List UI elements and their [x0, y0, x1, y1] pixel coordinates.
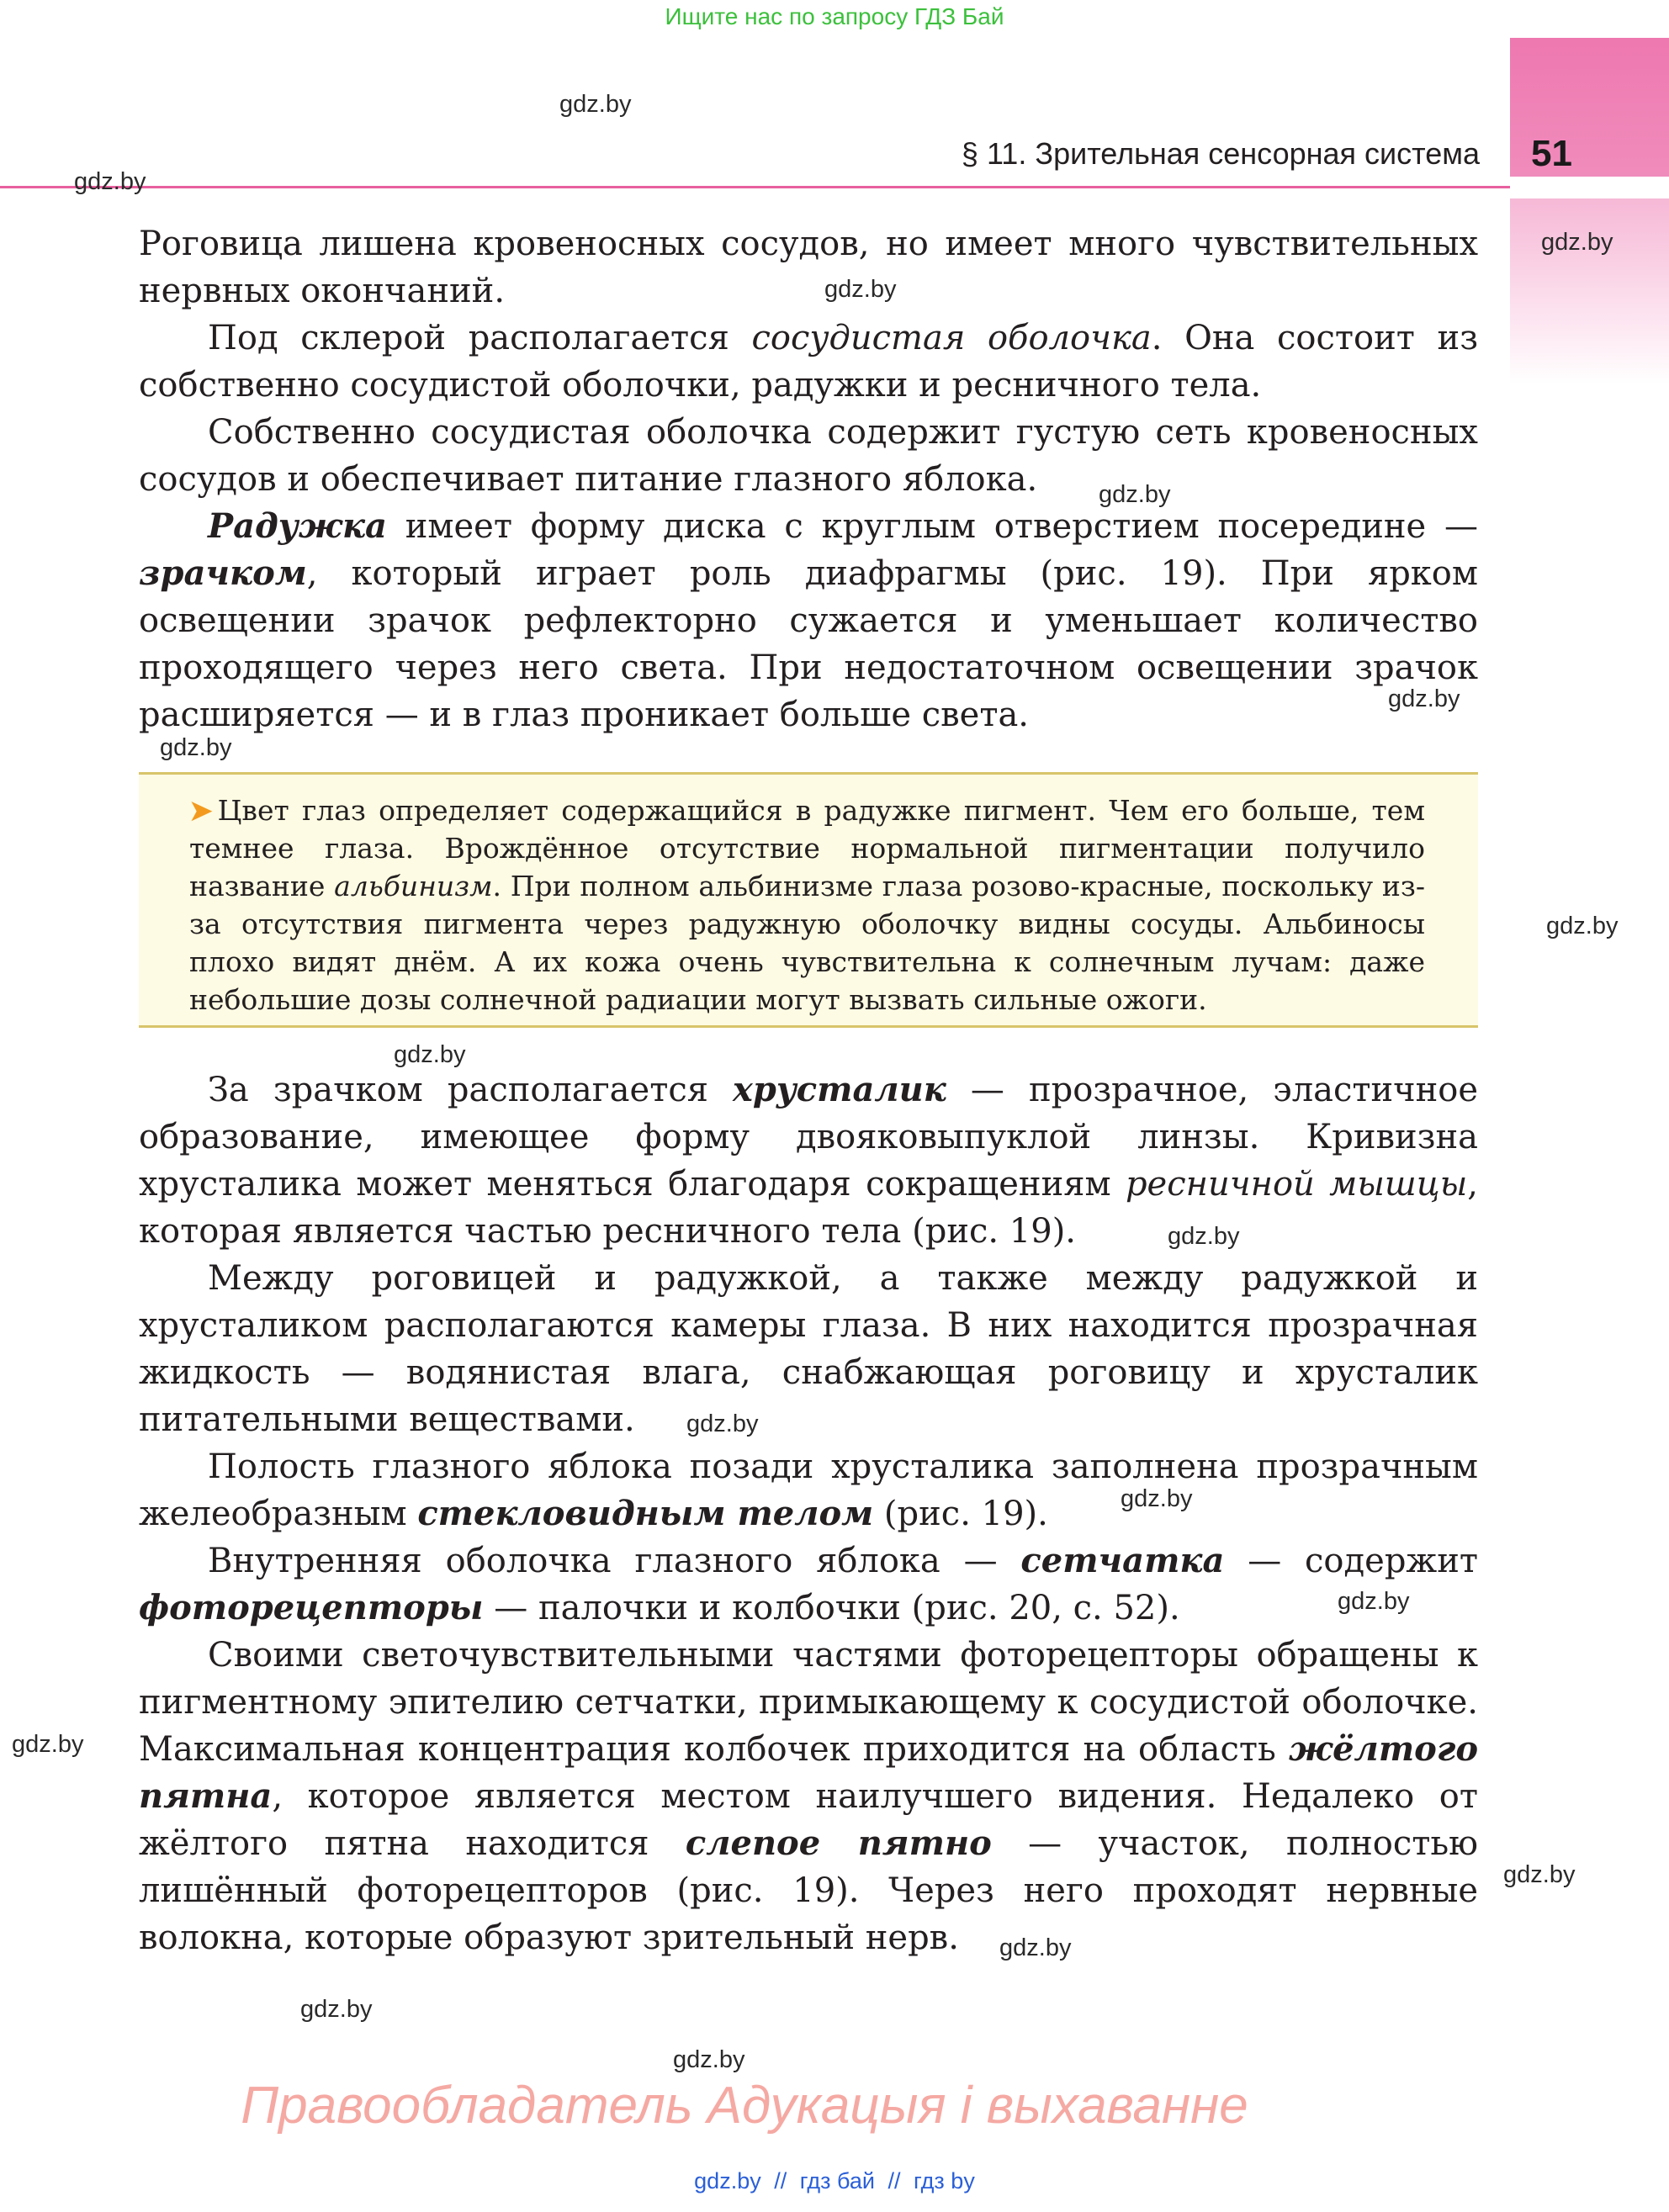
watermark: gdz.by — [12, 1731, 84, 1758]
footer-link-gdz-by[interactable]: гдз by — [914, 2168, 975, 2193]
note-text: ➤ Цвет глаз определяет содержащийся в радужке пигмент. Чем его больше, тем темнее глаза. Врождённое отсутствие нормальной пигментации получило название альбинизм. При полном альбинизме глаза розово-красные, поскольку из-за отсутствия пигмента через радужную оболочку видны сосуды. Альбиносы плохо видят днём. А их кожа очень чувствительна к солнечным лучам: даже небольшие дозы солнечной радиации могут вызвать сильные ожоги. — [189, 794, 1425, 1016]
watermark: gdz.by — [1099, 481, 1171, 508]
watermark: gdz.by — [300, 1996, 373, 2023]
paragraph: Своими светочувствительными частями фоторецепторы обращены к пигментному эпителию сетчатки, примыкающему к сосудистой оболочке. Максимальная концентрация колбочек приходится на область жёлтого пятна, которое является местом наилучшего видения. Недалеко от жёлтого пятна находится слепое пятно — участок, полностью лишённый фоторецепторов (рис. 19). Через него проходят нервные волокна, которые образуют зрительный нерв. — [139, 1636, 1478, 1957]
watermark: gdz.by — [673, 2046, 745, 2073]
footer-separator: // — [774, 2168, 787, 2193]
paragraph: Радужка имеет форму диска с круглым отверстием посередине — зрачком, который играет роль диафрагмы (рис. 19). При ярком освещении зрачок рефлекторно сужается и уменьшает количество проходящего через него света. При недостаточном освещении зрачок расширяется — и в глаз проникает больше света. — [139, 506, 1478, 734]
watermark: gdz.by — [1503, 1861, 1576, 1888]
term-bold: стекловидным телом — [417, 1494, 874, 1533]
watermark: gdz.by — [1546, 913, 1619, 939]
term-bold: сетчатка — [1020, 1541, 1225, 1580]
watermark: gdz.by — [1338, 1588, 1410, 1615]
arrow-marker-icon: ➤ — [189, 794, 213, 827]
footer-link-gdz[interactable]: gdz.by — [694, 2168, 761, 2193]
watermark: gdz.by — [1168, 1223, 1240, 1250]
body-text-top — [139, 220, 1478, 738]
watermark: gdz.by — [1121, 1485, 1193, 1512]
body-text-bottom — [139, 1066, 1478, 1961]
term-bold: хрусталик — [733, 1070, 946, 1109]
page-tab-gradient — [1510, 198, 1669, 384]
term-bold: жёлтого пятна — [139, 1729, 1478, 1816]
top-search-link[interactable]: Ищите нас по запросу ГДЗ Бай — [665, 3, 1004, 29]
section-title: § 11. Зрительная сенсорная система — [961, 136, 1480, 171]
term-italic: альбинизм — [334, 870, 493, 902]
term-italic: сосудистая оболочка — [751, 319, 1152, 357]
term-bold: Радужка — [208, 506, 387, 546]
watermark: gdz.by — [1388, 685, 1460, 712]
paragraph: Между роговицей и радужкой, а также между радужкой и хрусталиком располагаются камеры глаза. В них находится прозрачная жидкость — водянистая влага, снабжающая роговицу и хрусталик питательными веществами. — [139, 1259, 1478, 1439]
paragraph: Внутренняя оболочка глазного яблока — сетчатка — содержит фоторецепторы — палочки и колбочки (рис. 20, с. 52). — [139, 1541, 1479, 1627]
footer-link-gdz-bai[interactable]: гдз бай — [799, 2168, 875, 2193]
page-number: 51 — [1531, 133, 1572, 174]
paragraph: За зрачком располагается хрусталик — прозрачное, эластичное образование, имеющее форму двояковыпуклой линзы. Кривизна хрусталика может меняться благодаря сокращениям ресничной мышцы, которая является частью ресничного тела (рис. 19). — [139, 1070, 1478, 1251]
paragraph: Роговица лишена кровеносных сосудов, но имеет много чувствительных нервных окончаний. — [139, 225, 1478, 310]
watermark: gdz.by — [559, 91, 632, 118]
paragraph: Собственно сосудистая оболочка содержит густую сеть кровеносных сосудов и обеспечивает питание глазного яблока. — [139, 413, 1478, 499]
watermark: gdz.by — [74, 168, 146, 195]
term-italic: ресничной мышцы — [1125, 1165, 1468, 1204]
term-bold: фоторецепторы — [139, 1588, 484, 1627]
watermark: gdz.by — [394, 1041, 466, 1068]
paragraph: Под склерой располагается сосудистая оболочка. Она состоит из собственно сосудистой оболочки, радужки и ресничного тела. — [139, 319, 1479, 405]
header-divider — [0, 186, 1510, 188]
paragraph: Полость глазного яблока позади хрусталика заполнена прозрачным желеобразным стекловидным телом (рис. 19). — [139, 1447, 1478, 1533]
watermark: gdz.by — [686, 1410, 759, 1437]
term-bold: слепое пятно — [685, 1823, 992, 1863]
footer-links — [0, 2168, 1669, 2194]
footer-separator: // — [887, 2168, 901, 2193]
watermark: gdz.by — [160, 734, 232, 761]
term-bold: зрачком — [139, 553, 307, 593]
note-box — [139, 772, 1478, 1028]
watermark: gdz.by — [824, 276, 897, 303]
watermark: gdz.by — [999, 1934, 1072, 1961]
copyright-notice: Правообладатель Адукацыя і выхаванне — [241, 2077, 1248, 2135]
watermark: gdz.by — [1541, 229, 1613, 256]
